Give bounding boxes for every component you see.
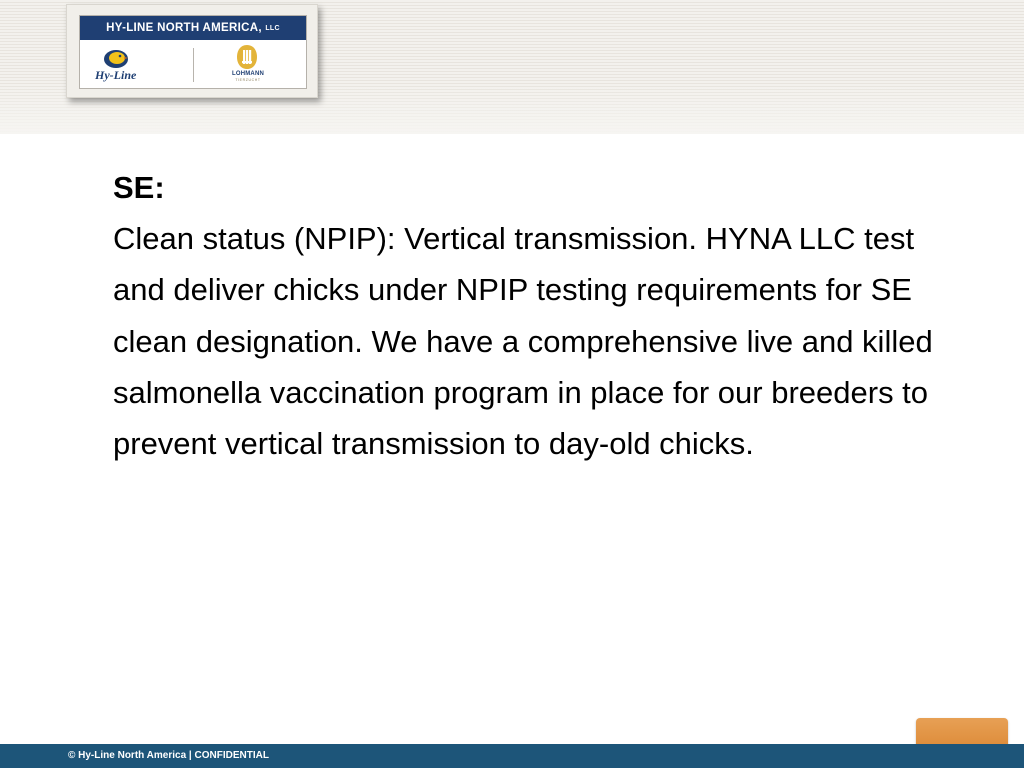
logo-title-text: HY-LINE NORTH AMERICA, xyxy=(106,22,262,34)
footer-bar xyxy=(0,744,1024,768)
logo-title xyxy=(80,16,306,40)
slide-content xyxy=(113,162,933,469)
logo-frame xyxy=(79,15,307,89)
company-logo xyxy=(66,4,318,98)
lohmann-wordmark: LOHMANN xyxy=(231,71,265,77)
slide-heading: SE: xyxy=(113,170,165,205)
slide-body-text: Clean status (NPIP): Vertical transmission. HYNA LLC test and deliver chicks under NPIP testing requirements for SE clean designation. We have a comprehensive live and killed salmonella vaccination program in place for our breeders to prevent vertical transmission to day-old chicks. xyxy=(113,221,933,462)
logo-title-suffix: LLC xyxy=(265,25,280,32)
hyline-wordmark: Hy-Line xyxy=(95,68,137,82)
logo-brands xyxy=(80,40,306,88)
lohmann-subtitle: TIERZUCHT xyxy=(235,78,261,82)
logo-divider xyxy=(193,48,194,82)
footer-text: © Hy-Line North America | CONFIDENTIAL xyxy=(68,750,269,761)
lohmann-icon xyxy=(235,44,259,70)
